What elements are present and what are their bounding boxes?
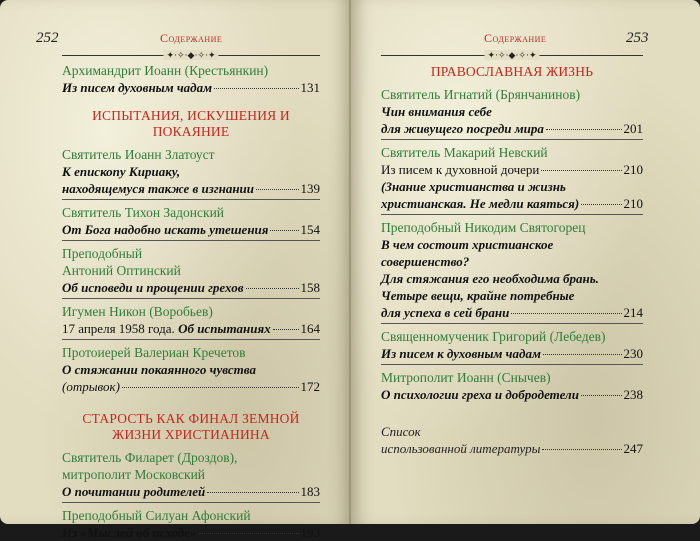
toc-author: Святитель Филарет (Дроздов), bbox=[62, 450, 238, 465]
toc-subtitle: Для стяжания его необходима брань. bbox=[381, 271, 599, 286]
toc-author: Митрополит Иоанн (Снычев) bbox=[381, 370, 551, 385]
ornament-rule bbox=[381, 50, 643, 60]
toc-author: Антоний Оптинский bbox=[62, 263, 181, 278]
toc-author: Преподобный Никодим Святогорец bbox=[381, 220, 586, 235]
toc-author: Святитель Тихон Задонский bbox=[62, 205, 225, 220]
toc-author: Протоиерей Валериан Кречетов bbox=[62, 345, 246, 360]
toc-author: Святитель Иоанн Златоуст bbox=[62, 147, 215, 162]
toc-entry: О почитании родителей 183 bbox=[62, 484, 320, 499]
toc-entry: для живущего посреди мира 201 bbox=[381, 121, 643, 136]
toc-entry: 17 апреля 1958 года. Об испытаниях 164 bbox=[62, 321, 320, 336]
section-heading: СТАРОСТЬ КАК ФИНАЛ ЗЕМНОЙ ЖИЗНИ ХРИСТИАНИНА bbox=[82, 411, 300, 442]
toc-subtitle: К епископу Кириаку, bbox=[62, 164, 181, 179]
right-page bbox=[351, 0, 700, 524]
toc-date: 17 апреля 1958 года. bbox=[62, 321, 175, 336]
bibliography-label: Список bbox=[381, 424, 421, 439]
toc-author: Священномученик Григорий (Лебедев) bbox=[381, 329, 606, 344]
toc-entry: Из «Мыслей об исходе» 193 bbox=[62, 525, 320, 540]
ornament-rule bbox=[62, 50, 320, 60]
toc-entry: От Бога надобно искать утешения 154 bbox=[62, 222, 320, 237]
toc-entry: для успеха в сей брани 214 bbox=[381, 305, 643, 320]
toc-author: митрополит Московский bbox=[62, 467, 206, 482]
page-number: 252 bbox=[36, 30, 59, 46]
toc-entry: Об исповеди и прощении грехов 158 bbox=[62, 280, 320, 295]
page-number: 253 bbox=[626, 30, 649, 46]
toc-entry: Из писем духовным чадам 131 bbox=[62, 80, 320, 95]
toc-entry-bibliography: использованной литературы 247 bbox=[381, 441, 643, 456]
toc-author: Святитель Макарий Невский bbox=[381, 145, 548, 160]
toc-author: Святитель Игнатий (Брянчанинов) bbox=[381, 87, 581, 102]
section-heading: ИСПЫТАНИЯ, ИСКУШЕНИЯ И ПОКАЯНИЕ bbox=[92, 108, 290, 139]
toc-entry: (отрывок) 172 bbox=[62, 379, 320, 394]
running-head: Содержание bbox=[160, 31, 223, 45]
toc-entry: Из писем к духовным чадам 230 bbox=[381, 346, 643, 361]
toc-entry: находящемуся также в изгнании 139 bbox=[62, 181, 320, 196]
toc-entry: О психологии греха и добродетели 238 bbox=[381, 387, 643, 402]
toc-subtitle: Чин внимания себе bbox=[381, 104, 492, 119]
toc-subtitle: В чем состоит христианское совершенство? bbox=[381, 237, 554, 269]
toc-author: Архимандрит Иоанн (Крестьянкин) bbox=[62, 63, 269, 78]
toc-entry: христианская. Не медли каяться) 210 bbox=[381, 196, 643, 211]
toc-author: Игумен Никон (Воробьев) bbox=[62, 304, 213, 319]
running-head: Содержание bbox=[484, 31, 547, 45]
toc-entry: Из писем к духовной дочери 210 bbox=[381, 162, 643, 177]
toc-right bbox=[381, 62, 643, 457]
toc-author: Преподобный bbox=[62, 246, 143, 261]
toc-author: Преподобный Силуан Афонский bbox=[62, 508, 251, 523]
toc-subtitle: (Знание христианства и жизнь bbox=[381, 179, 566, 194]
toc-left bbox=[62, 62, 320, 541]
toc-subtitle: Четыре вещи, крайне потребные bbox=[381, 288, 575, 303]
ornament-icon: ✦·✧·◆·✧·✦ bbox=[484, 50, 539, 60]
section-heading: ПРАВОСЛАВНАЯ ЖИЗНЬ bbox=[430, 64, 594, 79]
toc-subtitle: О стяжании покаянного чувства bbox=[62, 362, 257, 377]
ornament-icon: ✦·✧·◆·✧·✦ bbox=[163, 50, 218, 60]
